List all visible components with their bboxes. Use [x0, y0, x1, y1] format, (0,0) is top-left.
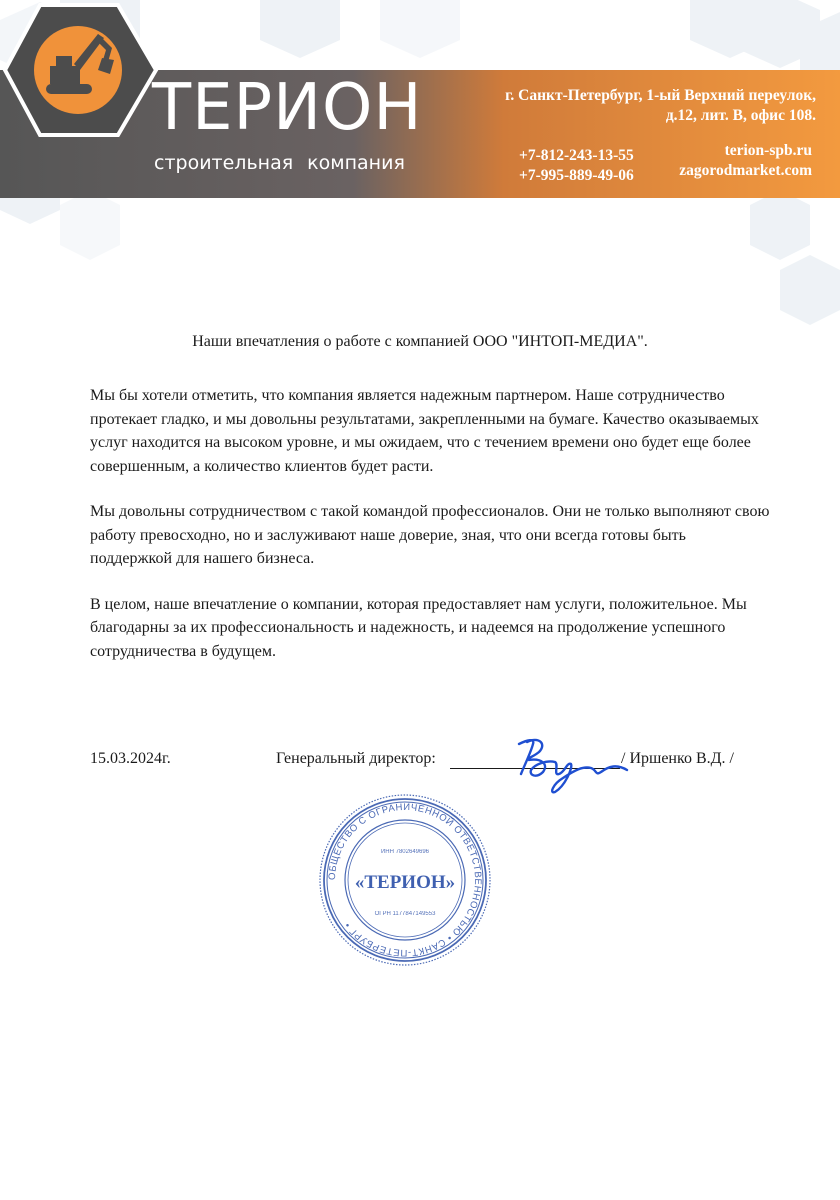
company-name: ТЕРИОН	[152, 71, 423, 145]
website-1: terion-spb.ru	[724, 142, 812, 159]
signer-role: Генеральный директор:	[276, 750, 436, 767]
company-subtitle: строительная компания	[154, 152, 405, 174]
phone-1: +7-812-243-13-55	[519, 147, 634, 164]
company-websites	[679, 141, 812, 181]
handwritten-signature	[505, 730, 630, 795]
stamp-outer-text: ОБЩЕСТВО С ОГРАНИЧЕННОЙ ОТВЕТСТВЕННОСТЬЮ • САНКТ-ПЕТЕРБУРГ •	[326, 801, 484, 959]
address-line-1: г. Санкт-Петербург, 1-ый Верхний переулок,	[505, 87, 816, 104]
company-address	[505, 86, 816, 126]
paragraph-1: Мы бы хотели отметить, что компания является надежным партнером. Наше сотрудничество протекает гладко, и мы довольны результатами, закрепленными на бумаге. Качество оказываемых услуг находится на высоком уровне, и мы ожидаем, что с течением времени оно будет еще более совершенным, а количество клиентов будет расти.	[90, 387, 759, 475]
phone-2: +7-995-889-49-06	[519, 167, 634, 184]
company-stamp	[318, 793, 492, 967]
stamp-center-text: «ТЕРИОН»	[354, 872, 456, 893]
paragraph-3: В целом, наше впечатление о компании, которая предоставляет нам услуги, положительное. Мы благодарны за их профессиональность и надежность, и надеемся на продолжение успешного сотрудничества в будущем.	[90, 595, 747, 660]
signer-name: / Иршенко В.Д. /	[621, 750, 734, 767]
document-body	[90, 384, 770, 685]
document-title: Наши впечатления о работе с компанией ООО "ИНТОП-МЕДИА".	[192, 333, 648, 350]
logo-hexagon	[0, 0, 160, 200]
website-2: zagorodmarket.com	[679, 162, 812, 179]
company-phones	[519, 146, 634, 186]
stamp-ogrn: ОГРН 1177847149553	[374, 911, 436, 917]
address-line-2: д.12, лит. В, офис 108.	[665, 107, 816, 124]
letter-date: 15.03.2024г.	[90, 750, 171, 767]
stamp-inn: ИНН 7802649696	[380, 849, 430, 855]
paragraph-2: Мы довольны сотрудничеством с такой командой профессионалов. Они не только выполняют свою работу превосходно, но и заслуживают наше доверие, зная, что они всегда готовы быть поддержкой для нашего бизнеса.	[90, 503, 770, 567]
